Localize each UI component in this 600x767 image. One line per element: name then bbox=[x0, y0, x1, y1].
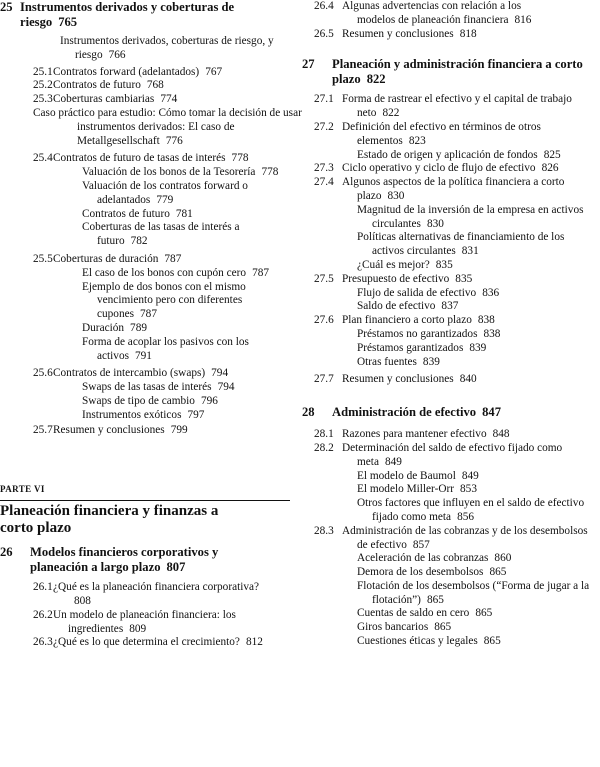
section-page: 826 bbox=[541, 162, 559, 175]
subentry-text: Magnitud de la inversión de la empresa en activos circulantes bbox=[357, 203, 584, 230]
case-study-text: Caso práctico para estudio: Cómo tomar la decisión de usar instrumentos derivados: El caso de Metallgesellschaft bbox=[33, 106, 302, 147]
toc-subentry bbox=[0, 336, 292, 364]
toc-section bbox=[314, 28, 598, 42]
subentry-page: 796 bbox=[200, 394, 218, 407]
section-text: Coberturas cambiarias bbox=[53, 93, 155, 106]
subentry-text: Préstamos no garantizados bbox=[357, 327, 478, 340]
section-page: 835 bbox=[455, 272, 473, 285]
subentry-text: Forma de acoplar los pasivos con los activos bbox=[82, 335, 249, 362]
section-page: 794 bbox=[211, 367, 229, 380]
subentry-page: 789 bbox=[130, 321, 147, 334]
toc-right-column bbox=[302, 0, 598, 649]
section-text: Contratos de intercambio (swaps) bbox=[53, 367, 206, 380]
section-number: 28.2 bbox=[314, 441, 334, 454]
section-page: 799 bbox=[170, 423, 188, 436]
section-text: Determinación del saldo de efectivo fijado como meta bbox=[342, 441, 563, 468]
toc-subentry bbox=[314, 552, 598, 566]
section-text: Contratos de futuro bbox=[53, 79, 141, 92]
part-label: PARTE VI bbox=[0, 484, 45, 495]
section-page: 822 bbox=[382, 107, 400, 120]
chapter-heading bbox=[302, 405, 600, 420]
subentry-text: Cuentas de saldo en cero bbox=[357, 607, 470, 620]
toc-subentry bbox=[0, 166, 292, 180]
section-page: 767 bbox=[205, 65, 223, 78]
subentry-text: El caso de los bonos con cupón cero bbox=[82, 266, 247, 279]
section-number: 27.3 bbox=[314, 162, 334, 175]
subentry-page: 782 bbox=[130, 235, 148, 248]
subentry-page: 849 bbox=[461, 469, 479, 482]
toc-subentry bbox=[314, 497, 598, 525]
toc-subentry bbox=[314, 607, 598, 621]
subentry-text: Duración bbox=[82, 321, 125, 334]
chapter-heading bbox=[302, 57, 600, 87]
toc-subentry bbox=[314, 300, 598, 314]
case-study-entry bbox=[0, 106, 302, 148]
subentry-page: 839 bbox=[422, 355, 440, 368]
section-text: ¿Qué es la planeación financiera corporativa? bbox=[53, 581, 260, 594]
section-page: 838 bbox=[477, 314, 495, 327]
section-number: 27.2 bbox=[314, 120, 334, 133]
toc-section bbox=[314, 176, 598, 204]
subentry-page: 865 bbox=[426, 593, 444, 606]
toc-subentry bbox=[0, 208, 292, 222]
chapter-heading bbox=[0, 0, 292, 30]
toc-subentry bbox=[314, 580, 598, 608]
toc-section bbox=[314, 373, 598, 387]
subentry-text: Instrumentos derivados, coberturas de riesgo, y riesgo bbox=[60, 35, 274, 61]
subentry-text: Giros bancarios bbox=[357, 621, 429, 634]
toc-subentry bbox=[314, 342, 598, 356]
subentry-text: Ejemplo de dos bonos con el mismo vencimiento pero con diferentes cupones bbox=[82, 280, 246, 321]
toc-section bbox=[0, 253, 292, 267]
section-page: 808 bbox=[74, 594, 91, 607]
subentry-text: Otras fuentes bbox=[357, 355, 417, 368]
toc-section bbox=[314, 428, 598, 442]
subentry-page: 839 bbox=[469, 341, 487, 354]
chapter-page: 847 bbox=[482, 405, 501, 420]
section-text: Presupuesto de efectivo bbox=[342, 272, 450, 285]
section-number: 25.5 bbox=[33, 252, 53, 265]
section-number: 26.2 bbox=[33, 608, 53, 621]
section-text: Plan financiero a corto plazo bbox=[342, 314, 472, 327]
subentry-text: Contratos de futuro bbox=[82, 207, 170, 220]
subentry-text: Coberturas de las tasas de interés a futuro bbox=[82, 221, 240, 248]
toc-section bbox=[0, 424, 292, 438]
subentry-page: 779 bbox=[156, 193, 174, 206]
section-page: 830 bbox=[387, 189, 405, 202]
subentry-text: Swaps de las tasas de interés bbox=[82, 381, 212, 394]
chapter-number: 25 bbox=[0, 0, 13, 14]
part-title: Planeación financiera y finanzas a corto plazo bbox=[0, 503, 219, 537]
section-text: Algunos aspectos de la política financiera a corto plazo bbox=[342, 176, 565, 202]
chapter-title: Administración de efectivo bbox=[332, 405, 477, 420]
subentry-page: 791 bbox=[135, 349, 152, 362]
chapter-page: 822 bbox=[366, 72, 386, 87]
subentry-text: Otros factores que influyen en el saldo de efectivo fijado como meta bbox=[357, 497, 585, 523]
section-page: 818 bbox=[459, 27, 477, 40]
toc-subentry bbox=[314, 328, 598, 342]
toc-section bbox=[0, 152, 292, 166]
subentry-page: 787 bbox=[252, 266, 270, 279]
subentry-page: 778 bbox=[261, 166, 279, 179]
subentry-text: Flotación de los desembolsos (“Forma de jugar a la flotación”) bbox=[357, 579, 590, 606]
chapter-number: 27 bbox=[302, 57, 315, 72]
section-number: 27.4 bbox=[314, 176, 334, 189]
toc-subentry bbox=[0, 221, 292, 249]
chapter-number: 26 bbox=[0, 545, 13, 560]
subentry-text: Saldo de efectivo bbox=[357, 300, 436, 313]
section-text: Definición del efectivo en términos de otros elementos bbox=[342, 120, 541, 147]
section-page: 857 bbox=[412, 538, 430, 551]
section-page: 849 bbox=[384, 455, 402, 468]
case-study-page: 776 bbox=[165, 134, 183, 147]
section-number: 25.6 bbox=[33, 367, 53, 380]
section-number: 25.7 bbox=[33, 423, 53, 436]
subentry-text: Swaps de tipo de cambio bbox=[82, 394, 195, 407]
subentry-page: 865 bbox=[475, 607, 493, 620]
toc-section bbox=[0, 367, 292, 381]
subentry-text: Valuación de los bonos de la Tesorería bbox=[82, 166, 256, 179]
section-number: 28.3 bbox=[314, 524, 334, 537]
toc-section bbox=[314, 525, 598, 553]
section-page: 809 bbox=[129, 622, 147, 635]
toc-subentry bbox=[314, 635, 598, 649]
subentry-page: 865 bbox=[434, 621, 452, 634]
toc-subentry bbox=[0, 395, 292, 409]
toc-section bbox=[314, 93, 598, 121]
subentry-text: Instrumentos exóticos bbox=[82, 408, 182, 421]
subentry-text: Préstamos garantizados bbox=[357, 341, 464, 354]
subentry-page: 856 bbox=[457, 510, 475, 523]
subentry-text: ¿Cuál es mejor? bbox=[357, 258, 430, 271]
section-text: Razones para mantener efectivo bbox=[342, 428, 487, 441]
chapter-title: Modelos financieros corporativos y planeación a largo plazo bbox=[30, 545, 219, 575]
toc-left-column bbox=[0, 0, 302, 650]
toc-section bbox=[314, 442, 592, 470]
toc-subentry bbox=[0, 322, 292, 336]
toc-section bbox=[0, 79, 292, 93]
toc-subentry bbox=[0, 381, 292, 395]
toc-subentry bbox=[314, 483, 598, 497]
section-number: 26.1 bbox=[33, 581, 53, 594]
part-divider bbox=[0, 500, 290, 501]
section-page: 768 bbox=[146, 79, 164, 92]
section-page: 848 bbox=[492, 428, 510, 441]
chapter-page: 807 bbox=[166, 560, 186, 575]
toc-subentry bbox=[314, 204, 598, 232]
subentry-page: 835 bbox=[435, 258, 453, 271]
subentry-text: El modelo de Baumol bbox=[357, 469, 456, 482]
section-text: Coberturas de duración bbox=[53, 252, 159, 265]
subentry-page: 865 bbox=[489, 566, 507, 579]
toc-subentry bbox=[314, 470, 598, 484]
section-page: 787 bbox=[164, 252, 182, 265]
toc-subentry bbox=[0, 267, 292, 281]
toc-subentry bbox=[0, 35, 292, 63]
subentry-page: 837 bbox=[441, 300, 459, 313]
toc-subentry bbox=[314, 287, 598, 301]
section-number: 27.7 bbox=[314, 373, 334, 386]
toc-subentry bbox=[314, 621, 598, 635]
section-text: Un modelo de planeación financiera: los ingredientes bbox=[53, 608, 236, 635]
subentry-page: 797 bbox=[187, 408, 205, 421]
section-number: 25.4 bbox=[33, 152, 53, 165]
subentry-text: Políticas alternativas de financiamiento de los activos circulantes bbox=[357, 231, 565, 258]
subentry-page: 860 bbox=[494, 552, 512, 565]
section-number: 28.1 bbox=[314, 428, 334, 441]
subentry-page: 836 bbox=[482, 286, 500, 299]
section-page: 823 bbox=[408, 134, 426, 147]
toc-subentry bbox=[0, 281, 292, 322]
section-number: 26.4 bbox=[314, 0, 334, 12]
subentry-page: 766 bbox=[108, 48, 126, 61]
section-number: 25.3 bbox=[33, 93, 53, 106]
toc-section bbox=[0, 581, 292, 609]
subentry-text: Flujo de salida de efectivo bbox=[357, 286, 477, 299]
section-text: Contratos forward (adelantados) bbox=[53, 65, 200, 78]
section-number: 27.6 bbox=[314, 314, 334, 327]
toc-section bbox=[314, 162, 572, 176]
section-text: Resumen y conclusiones bbox=[342, 373, 454, 386]
subentry-page: 781 bbox=[175, 207, 193, 220]
section-number: 27.1 bbox=[314, 93, 334, 106]
subentry-page: 838 bbox=[483, 327, 501, 340]
section-page: 778 bbox=[231, 152, 249, 165]
toc-subentry bbox=[314, 356, 598, 370]
chapter-title: Instrumentos derivados y coberturas de riesgo bbox=[20, 0, 235, 29]
subentry-page: 853 bbox=[460, 483, 477, 496]
subentry-text: Valuación de los contratos forward o adelantados bbox=[82, 179, 248, 206]
subentry-text: Cuestiones éticas y legales bbox=[357, 635, 478, 648]
toc-section bbox=[314, 273, 598, 287]
subentry-page: 787 bbox=[140, 308, 157, 321]
section-number: 25.1 bbox=[33, 65, 53, 78]
chapter-title: Planeación y administración financiera a corto plazo bbox=[332, 57, 583, 87]
toc-section bbox=[314, 0, 552, 28]
subentry-page: 831 bbox=[461, 245, 479, 258]
subentry-page: 865 bbox=[483, 635, 501, 648]
section-text: ¿Qué es lo que determina el crecimiento? bbox=[53, 636, 240, 649]
section-text: Forma de rastrear el efectivo y el capital de trabajo neto bbox=[342, 93, 572, 120]
subentry-text: Demora de los desembolsos bbox=[357, 566, 484, 579]
toc-subentry bbox=[314, 566, 598, 580]
toc-subentry bbox=[0, 180, 292, 208]
subentry-text: Estado de origen y aplicación de fondos bbox=[357, 148, 538, 161]
toc-section bbox=[0, 93, 292, 107]
section-page: 774 bbox=[160, 93, 178, 106]
section-text: Resumen y conclusiones bbox=[342, 27, 454, 40]
section-number: 27.5 bbox=[314, 272, 334, 285]
toc-subentry bbox=[314, 149, 562, 163]
toc-section bbox=[0, 636, 292, 650]
section-text: Ciclo operativo y ciclo de flujo de efectivo bbox=[342, 162, 536, 175]
subentry-text: El modelo Miller-Orr bbox=[357, 483, 455, 496]
toc-section bbox=[0, 66, 292, 80]
section-text: Algunas advertencias con relación a los modelos de planeación financiera bbox=[342, 0, 522, 26]
subentry-page: 825 bbox=[543, 148, 561, 161]
chapter-number: 28 bbox=[302, 405, 315, 420]
toc-section bbox=[314, 314, 598, 328]
section-page: 816 bbox=[514, 13, 532, 26]
subentry-page: 794 bbox=[217, 381, 235, 394]
toc-section bbox=[314, 121, 598, 149]
section-number: 26.3 bbox=[33, 636, 53, 649]
section-number: 26.5 bbox=[314, 27, 334, 40]
section-text: Resumen y conclusiones bbox=[53, 423, 165, 436]
subentry-text: Aceleración de las cobranzas bbox=[357, 552, 489, 565]
toc-subentry bbox=[0, 409, 292, 423]
section-page: 812 bbox=[245, 636, 263, 649]
chapter-page: 765 bbox=[58, 15, 78, 29]
toc-subentry bbox=[314, 231, 598, 259]
section-text: Contratos de futuro de tasas de interés bbox=[53, 152, 226, 165]
toc-section bbox=[0, 609, 292, 637]
section-number: 25.2 bbox=[33, 79, 53, 92]
section-text: Administración de las cobranzas y de los desembolsos de efectivo bbox=[342, 524, 588, 551]
section-page: 840 bbox=[459, 373, 477, 386]
chapter-heading bbox=[0, 545, 252, 575]
toc-subentry bbox=[314, 259, 598, 273]
subentry-page: 830 bbox=[426, 217, 444, 230]
